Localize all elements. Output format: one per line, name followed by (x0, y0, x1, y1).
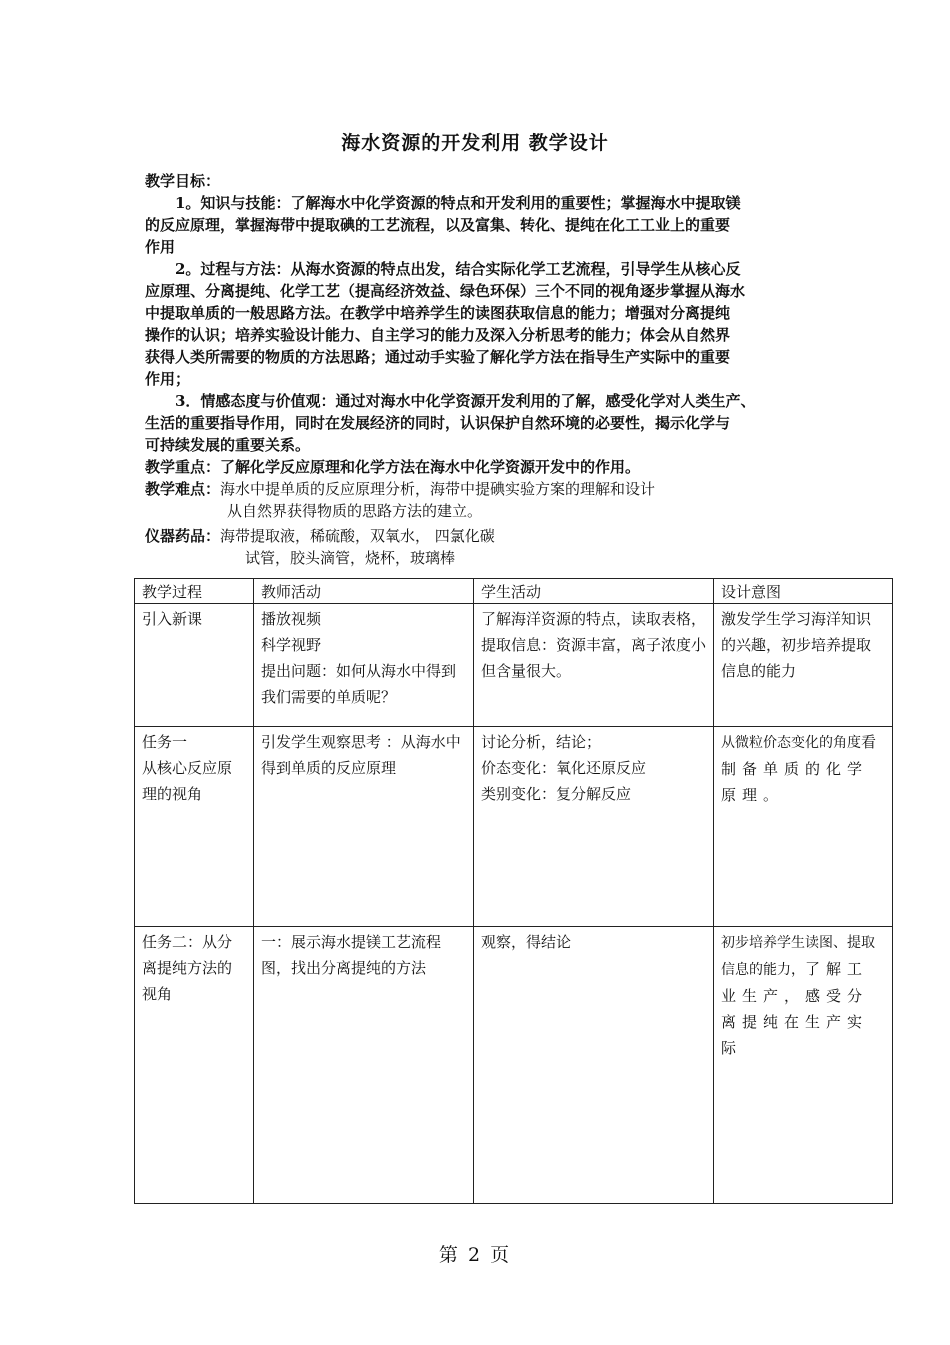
table-row (135, 927, 893, 1204)
table-row (135, 604, 893, 727)
cell-process: 任务一 从核心反应原理的视角 (135, 727, 254, 927)
materials-line-1: 海带提取液，稀硫酸，双氧水， 四氯化碳 (220, 527, 495, 545)
header-intent: 设计意图 (714, 579, 893, 604)
materials-line-2: 试管，胶头滴管，烧杯，玻璃棒 (245, 549, 456, 567)
page-number: 第 2 页 (438, 1244, 512, 1266)
objective-2-line: 中提取单质的一般思路方法。在教学中培养学生的读图获取信息的能力；增强对分离提纯 (145, 304, 731, 322)
difficulty-line-1: 海水中提单质的反应原理分析，海带中提碘实验方案的理解和设计 (220, 480, 656, 498)
cell-teacher (254, 604, 474, 727)
objective-2-line: 操作的认识；培养实验设计能力、自主学习的能力及深入分析思考的能力；体会从自然界 (145, 326, 731, 344)
cell-intent: 激发学生学习海洋知识的兴趣，初步培养提取信息的能力 (714, 604, 893, 727)
objective-2-line: 应原理、分离提纯、化学工艺（提高经济效益、绿色环保）三个不同的视角逐步掌握从海水 (145, 282, 746, 300)
header-process: 教学过程 (135, 579, 254, 604)
difficulty-line-2: 从自然界获得物质的思路方法的建立。 (227, 502, 483, 520)
table-row (135, 727, 893, 927)
cell-student: 观察，得结论 (474, 927, 714, 1204)
teacher-line: 科学视野 (261, 636, 322, 654)
objective-2-line: 作用； (145, 370, 191, 388)
page-title: 海水资源的开发利用 教学设计 (341, 132, 609, 154)
cell-intent (714, 927, 893, 1204)
difficulty (145, 478, 815, 500)
teacher-line: 引发学生观察思考 ：从海水中得到单质的反应原理 (261, 733, 461, 777)
objective-1-line: 1。知识与技能：了解海水中化学资源的特点和开发利用的重要性；掌握海水中提取镁 (175, 194, 741, 212)
objective-1 (145, 192, 815, 258)
teacher-line: 提出问题：如何从海水中得到我们需要的单质呢？ (261, 662, 457, 706)
header-student: 学生活动 (474, 579, 714, 604)
cell-student: 了解海洋资源的特点，读取表格，提取信息：资源丰富，离子浓度小但含量很大。 (474, 604, 714, 727)
objectives-section (145, 170, 815, 569)
cell-teacher (254, 927, 474, 1204)
objective-3-line: 可持续发展的重要关系。 (145, 436, 311, 454)
cell-process: 任务二：从分离提纯方法的视角 (135, 927, 254, 1204)
objective-2-line: 2。过程与方法：从海水资源的特点出发，结合实际化学工艺流程，引导学生从核心反 (175, 260, 741, 278)
objective-3-line: 3．情感态度与价值观：通过对海水中化学资源开发利用的了解，感受化学对人类生产、 (175, 392, 756, 410)
materials-label: 仪器药品： (145, 527, 221, 545)
key-point: 教学重点：了解化学反应原理和化学方法在海水中化学资源开发中的作用。 (145, 458, 641, 476)
intent-big-text: 了解工业生产，感受分离提纯在生产实际 (721, 960, 869, 1057)
objective-1-line: 的反应原理，掌握海带中提取碘的工艺流程，以及富集、转化、提纯在化工工业上的重要 (145, 216, 731, 234)
materials (145, 525, 815, 547)
objective-3-line: 生活的重要指导作用，同时在发展经济的同时，认识保护自然环境的必要性，揭示化学与 (145, 414, 731, 432)
cell-intent (714, 727, 893, 927)
intent-small-text: 初步培养学生读图、提取信息的能力， (721, 935, 875, 978)
teaching-process-table (134, 578, 893, 1204)
objective-2-line: 获得人类所需要的物质的方法思路；通过动手实验了解化学方法在指导生产实际中的重要 (145, 348, 731, 366)
cell-student: 讨论分析，结论； 价态变化：氧化还原反应 类别变化：复分解反应 (474, 727, 714, 927)
teacher-line: 一：展示海水提镁工艺流程图，找出分离提纯的方法 (261, 933, 442, 977)
cell-teacher (254, 727, 474, 927)
intent-small-text: 从微粒价态变化的角度 (721, 735, 861, 751)
objective-1-line: 作用 (145, 238, 176, 256)
objectives-heading: 教学目标： (145, 172, 221, 190)
difficulty-label: 教学难点： (145, 480, 221, 498)
objective-3 (145, 390, 815, 456)
objective-2 (145, 258, 815, 390)
table-header-row (135, 579, 893, 604)
intent-big-text: 看制备单质的化学原理。 (721, 733, 883, 804)
teacher-line: 播放视频 (261, 610, 322, 628)
cell-process: 引入新课 (135, 604, 254, 727)
header-teacher: 教师活动 (254, 579, 474, 604)
